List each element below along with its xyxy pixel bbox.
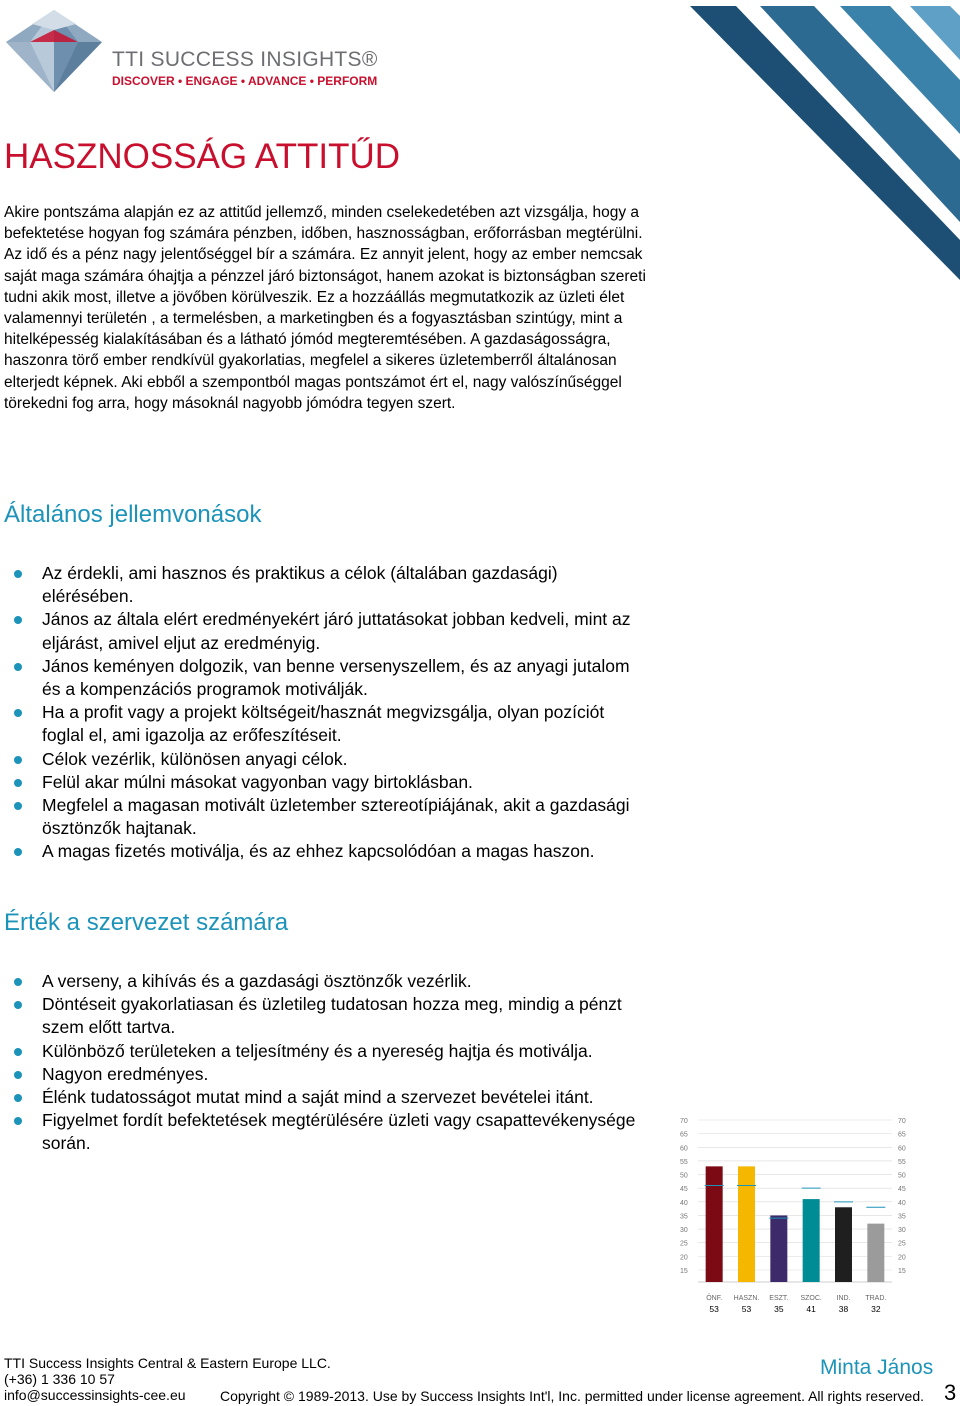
- organization-value-list: [10, 970, 650, 1156]
- list-item: Döntéseit gyakorlatiasan és üzletileg tudatosan hozza meg, mindig a pénzt szem előtt tartva.: [10, 993, 650, 1039]
- y-tick-left: 15: [680, 1268, 688, 1275]
- brand-name: TTI SUCCESS INSIGHTS®: [112, 48, 378, 71]
- y-tick-right: 30: [898, 1227, 906, 1235]
- y-tick-left: 55: [680, 1158, 688, 1166]
- y-tick-right: 35: [898, 1213, 906, 1221]
- attitude-bar-chart: [670, 1110, 920, 1320]
- data-label: 41: [806, 1304, 816, 1314]
- footer-company: TTI Success Insights Central & Eastern Europe LLC.: [4, 1355, 331, 1371]
- tti-logo: [0, 8, 400, 98]
- data-label: 35: [774, 1304, 784, 1314]
- y-tick-right: 15: [898, 1268, 906, 1275]
- list-item: Felül akar múlni másokat vagyonban vagy birtoklásban.: [10, 771, 650, 794]
- y-tick-right: 70: [898, 1118, 906, 1125]
- y-tick-right: 20: [898, 1254, 906, 1262]
- data-label: 32: [871, 1304, 881, 1314]
- y-tick-right: 50: [898, 1172, 906, 1180]
- data-label: 38: [838, 1304, 849, 1314]
- chart-bar: [803, 1199, 820, 1282]
- list-item: Különböző területeken a teljesítmény és a nyereség hajtja és motiválja.: [10, 1040, 650, 1063]
- list-item: A magas fizetés motiválja, és az ehhez kapcsolódóan a magas haszon.: [10, 840, 650, 863]
- chart-bar: [835, 1207, 852, 1282]
- y-tick-left: 25: [680, 1240, 688, 1248]
- y-tick-right: 60: [898, 1145, 906, 1153]
- list-item: János keményen dolgozik, van benne versenyszellem, és az anyagi jutalom és a kompenzációs programok motiválják.: [10, 655, 650, 701]
- x-tick-label: SZOC.: [800, 1295, 822, 1302]
- list-item: Az érdekli, ami hasznos és praktikus a célok (általában gazdasági) elérésében.: [10, 562, 650, 608]
- chart-bar: [738, 1166, 755, 1282]
- y-tick-right: 65: [898, 1131, 906, 1139]
- section-title-value: Érték a szervezet számára: [4, 909, 289, 936]
- list-item: Megfelel a magasan motivált üzletember sztereotípiájának, akit a gazdasági ösztönzők hajtanak.: [10, 794, 650, 840]
- chart-bar: [770, 1215, 787, 1282]
- footer-email: info@successinsights-cee.eu: [4, 1386, 186, 1403]
- general-traits-list: [10, 562, 650, 864]
- list-item: Élénk tudatosságot mutat mind a saját mind a szervezet bevételei itánt.: [10, 1086, 650, 1109]
- y-tick-right: 40: [898, 1199, 906, 1207]
- list-item: János az általa elért eredményekért járó juttatásokat jobban kedveli, mint az eljárást, amivel eljut az eredményig.: [10, 608, 650, 654]
- page-number: 3: [944, 1380, 957, 1405]
- respondent-name: Minta János: [820, 1356, 934, 1379]
- y-tick-left: 40: [680, 1199, 688, 1207]
- data-label: 53: [709, 1304, 719, 1314]
- intro-paragraph: Akire pontszáma alapján ez az attitűd jellemző, minden cselekedetében azt vizsgálja, hogy a befektetése hogyan fog számára pénzben, időben, hasznosságban, erőforrásban megtérülni. Az idő és a pénz nagy jelentőséggel bír a számára. Ez annyit jelent, hogy az ember nemcsak saját maga számára óhajtja a pénzzel járó biztonságot, hanem azokat is biztonságban szereti tudni akik most, illetve a jövőben körülveszik. Ez a hozzáállás megmutatkozik az üzleti élet valamennyi területén , a termelésben, a marketingben és a fogyasztásban szintúgy, mint a hitelképesség kialakításában és a látható jómód megteremtésében. A gazdaságosságra, haszonra törő ember rendkívül gyakorlatias, megfelel a sikeres üzletemberről általánosan elterjedt képnek. Aki ebből a szempontból magas pontszámot ért el, nagy valószínűséggel törekedni fog arra, hogy másoknál nagyobb jómódra tegyen szert.: [4, 204, 646, 412]
- x-tick-label: TRAD.: [865, 1295, 887, 1302]
- list-item: A verseny, a kihívás és a gazdasági ösztönzők vezérlik.: [10, 970, 650, 993]
- y-tick-right: 25: [898, 1240, 906, 1248]
- section-title-general: Általános jellemvonások: [4, 501, 262, 528]
- y-tick-left: 45: [680, 1186, 688, 1194]
- y-tick-right: 45: [898, 1186, 906, 1194]
- y-tick-left: 30: [680, 1227, 688, 1235]
- x-tick-label: IND.: [836, 1295, 851, 1302]
- y-tick-left: 60: [680, 1145, 688, 1153]
- y-tick-right: 55: [898, 1158, 906, 1166]
- x-tick-label: ÖNF.: [706, 1295, 723, 1302]
- y-tick-left: 70: [680, 1118, 688, 1125]
- list-item: Figyelmet fordít befektetések megtérülésére üzleti vagy csapattevékenysége során.: [10, 1109, 650, 1155]
- copyright-notice: Copyright © 1989-2013. Use by Success Insights Int'l, Inc. permitted under license agreement. All rights reserved.: [220, 1388, 925, 1404]
- page-title: HASZNOSSÁG ATTITŰD: [4, 137, 401, 176]
- footer-phone: (+36) 1 336 10 57: [4, 1370, 115, 1387]
- y-tick-left: 50: [680, 1172, 688, 1180]
- list-item: Ha a profit vagy a projekt költségeit/hasznát megvizsgálja, olyan pozíciót foglal el, ami igazolja az erőfeszítéseit.: [10, 701, 650, 747]
- y-tick-left: 20: [680, 1254, 688, 1262]
- list-item: Nagyon eredményes.: [10, 1063, 650, 1086]
- brand-tagline: DISCOVER • ENGAGE • ADVANCE • PERFORM: [112, 74, 378, 88]
- chart-bar: [867, 1224, 884, 1282]
- diamond-logo-icon: [2, 10, 107, 95]
- corner-decoration: [690, 0, 960, 280]
- list-item: Célok vezérlik, különösen anyagi célok.: [10, 748, 650, 771]
- x-tick-label: HASZN.: [733, 1295, 760, 1302]
- y-tick-left: 35: [680, 1213, 688, 1221]
- chart-bar: [706, 1166, 723, 1282]
- x-tick-label: ESZT.: [769, 1295, 789, 1302]
- data-label: 53: [741, 1304, 752, 1314]
- y-tick-left: 65: [680, 1131, 688, 1139]
